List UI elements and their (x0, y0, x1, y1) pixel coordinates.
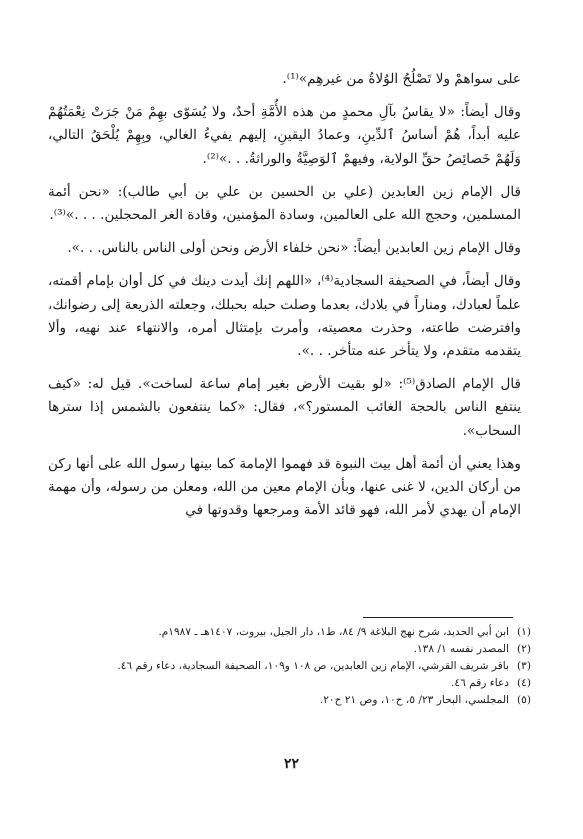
page-number: ٢٢ (283, 756, 300, 772)
footnote-text: دعاء رقم ٤٦. (451, 677, 509, 689)
footnote-number: (٤) (517, 677, 531, 689)
footnote-divider (363, 617, 513, 618)
footnote (48, 675, 539, 692)
footnote-text: المجلسي، البحار ٢٣/ ٥، ح١٠، وص ٢١ ح٢٠. (319, 694, 509, 706)
paragraph: وقال الإمام زين العابدين أيضاً: «نحن خلفاء الأرض ونحن أولى الناس بالناس. . .». (67, 240, 521, 257)
footnote-text: ابن أبي الحديد، شرح نهج البلاغة ٩/ ٨٤، ط١، دار الجيل، بيروت، ١٤٠٧هـ ـ ١٩٨٧م. (158, 626, 509, 638)
footnote-text: باقر شريف القرشي، الإمام زين العابدين، ص ١٠٨ و١٠٩، الصحيفة السجادية، دعاء رقم ٤٦. (117, 660, 509, 672)
paragraph: وهذا يعني أن أئمة أهل بيت النبوة قد فهموا الإمامة كما بينها رسول الله على أنها ركن من أركان الدين، لا غنى عنها، وبأن الإمام معين من الله، ومعلن من رسوله، وأن مهمة الإمام أن يهدي لأمر الله، فهو قائد الأمة ومرجعها وقدوتها في (48, 455, 521, 519)
paragraph: قال الإمام زين العابدين (علي بن الحسين بن علي بن أبي طالب): «نحن أئمة المسلمين، وحجج الله على العالمين، وسادة المؤمنين، وقادة الغر المحجلين. . . .»⁽³⁾. (48, 183, 521, 224)
paragraph: وقال أيضاً: «لا يقاسُ بآلِ محمدٍ من هذه الأُمَّةِ أحدٌ، ولا يُسَوّى بهِمْ مَنْ جَرَتْ نِعْمَتُهُمْ عليه أبداً، هُمْ أساسُ ٱلدِّينِ، وعمادُ اليقينِ، إليهم يفيءُ الغالي، وبِهِمْ يُلْحَقُ التالي، وَلَهُمْ خَصائِصُ حقِّ الولاية، وفيهمْ ٱلوَصِيَّةُ والوراثةُ. . .»⁽²⁾. (48, 104, 521, 167)
paragraph: قال الإمام الصادق⁽⁵⁾: «لو بقيت الأرض بغير إمام ساعة لساخت». قيل له: «كيف ينتفع الناس بالحجة الغائب المستور؟»، فقال: «كما ينتفعون بالشمس إذا سترها السحاب». (48, 376, 521, 439)
footnote-number: (١) (517, 626, 531, 638)
footnote (48, 624, 539, 641)
paragraph: وقال أيضاً، في الصحيفة السجادية⁽⁴⁾، «اللهم إنك أيدت دينك في كل أوان بإمام أقمته، علماً لعبادك، ومناراً في بلادك، بعدما وصلت حبله بحبلك، وجعلته الذريعة إلى رضوانك، وافترضت طاعته، وحذرت معصيته، وأمرت بإمتثال أمره، والانتهاء عند نهيه، وألا يتقدمه متقدم، ولا يتأخر عنه متأخر. . .». (48, 273, 521, 360)
paragraph: على سواهمْ ولا تَصْلُحُ الوُلاةُ من غيرهِم»⁽¹⁾. (282, 71, 521, 87)
footnote-number: (٢) (517, 643, 531, 655)
footnote (48, 641, 539, 658)
footnote-number: (٥) (517, 694, 531, 706)
footnote (48, 692, 539, 709)
footnotes (48, 624, 539, 709)
footnote-number: (٣) (517, 660, 531, 672)
footnote (48, 658, 539, 675)
main-text (48, 68, 521, 532)
footnote-text: المصدر نفسه ١/ ١٣٨. (413, 643, 509, 655)
